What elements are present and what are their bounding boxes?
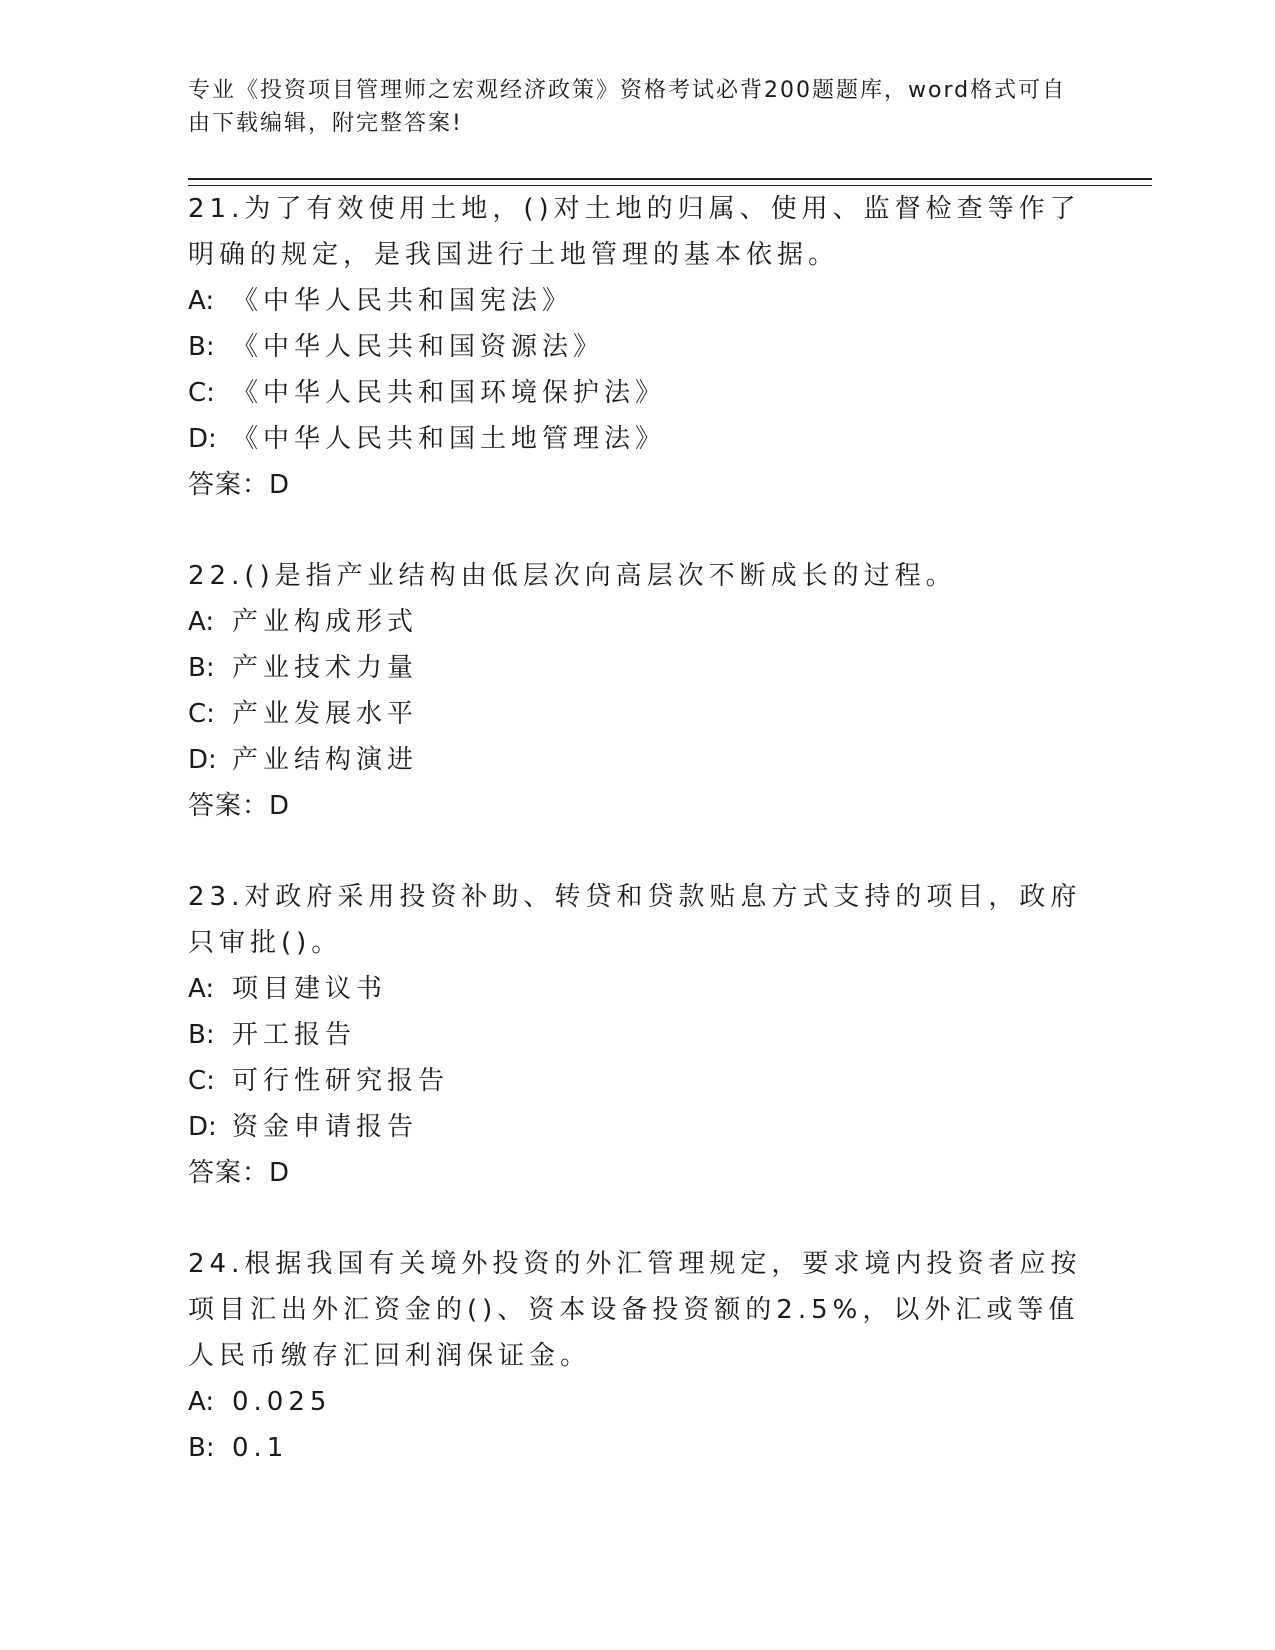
option-key: C: xyxy=(188,699,215,729)
option-a xyxy=(188,599,1088,645)
option-a xyxy=(188,966,1088,1012)
option-key: B: xyxy=(188,1433,215,1463)
option-text: 资金申请报告 xyxy=(232,1112,419,1142)
option-key: B: xyxy=(188,653,215,683)
page-header xyxy=(188,74,1068,140)
option-text: 《中华人民共和国宪法》 xyxy=(232,286,574,316)
option-d xyxy=(188,1104,1088,1150)
option-c xyxy=(188,370,1088,416)
option-text: 《中华人民共和国环境保护法》 xyxy=(232,378,667,408)
question-23 xyxy=(188,874,1088,1196)
header-title: 专业《投资项目管理师之宏观经济政策》资格考试必背200题题库，word格式可自由下载编辑，附完整答案! xyxy=(188,78,1067,136)
option-key: D: xyxy=(188,1112,217,1142)
option-key: D: xyxy=(188,424,217,454)
question-stem: 22.()是指产业结构由低层次向高层次不断成长的过程。 xyxy=(188,561,957,591)
option-b xyxy=(188,645,1088,691)
question-21 xyxy=(188,186,1088,508)
option-text: 0.1 xyxy=(232,1433,289,1463)
answer-line: 答案：D xyxy=(188,470,291,500)
option-key: A: xyxy=(188,974,215,1004)
question-stem: 21.为了有效使用土地，()对土地的归属、使用、监督检查等作了明确的规定，是我国进行土地管理的基本依据。 xyxy=(188,194,1081,270)
option-a xyxy=(188,1379,1088,1425)
question-stem: 24.根据我国有关境外投资的外汇管理规定，要求境内投资者应按项目汇出外汇资金的()、资本设备投资额的2.5%，以外汇或等值人民币缴存汇回利润保证金。 xyxy=(188,1249,1082,1371)
question-24 xyxy=(188,1241,1088,1471)
option-key: A: xyxy=(188,607,215,637)
option-text: 可行性研究报告 xyxy=(232,1066,450,1096)
option-c xyxy=(188,1058,1088,1104)
question-stem: 23.对政府采用投资补助、转贷和贷款贴息方式支持的项目，政府只审批()。 xyxy=(188,882,1082,958)
option-c xyxy=(188,691,1088,737)
option-b xyxy=(188,1425,1088,1471)
option-text: 《中华人民共和国土地管理法》 xyxy=(232,424,667,454)
option-text: 产业技术力量 xyxy=(232,653,419,683)
option-key: D: xyxy=(188,745,217,775)
option-text: 0.025 xyxy=(232,1387,332,1417)
option-a xyxy=(188,278,1088,324)
option-key: A: xyxy=(188,1387,215,1417)
option-b xyxy=(188,324,1088,370)
option-key: B: xyxy=(188,1020,215,1050)
option-text: 产业构成形式 xyxy=(232,607,419,637)
question-22 xyxy=(188,553,1088,829)
option-key: B: xyxy=(188,332,215,362)
option-text: 开工报告 xyxy=(232,1020,357,1050)
option-text: 产业发展水平 xyxy=(232,699,419,729)
option-b xyxy=(188,1012,1088,1058)
option-d xyxy=(188,416,1088,462)
question-list xyxy=(188,186,1088,1516)
option-text: 产业结构演进 xyxy=(232,745,419,775)
answer-line: 答案：D xyxy=(188,1158,291,1188)
option-text: 《中华人民共和国资源法》 xyxy=(232,332,605,362)
option-d xyxy=(188,737,1088,783)
answer-line: 答案：D xyxy=(188,791,291,821)
option-key: C: xyxy=(188,378,215,408)
option-key: A: xyxy=(188,286,215,316)
option-key: C: xyxy=(188,1066,215,1096)
header-divider xyxy=(188,178,1152,186)
option-text: 项目建议书 xyxy=(232,974,388,1004)
